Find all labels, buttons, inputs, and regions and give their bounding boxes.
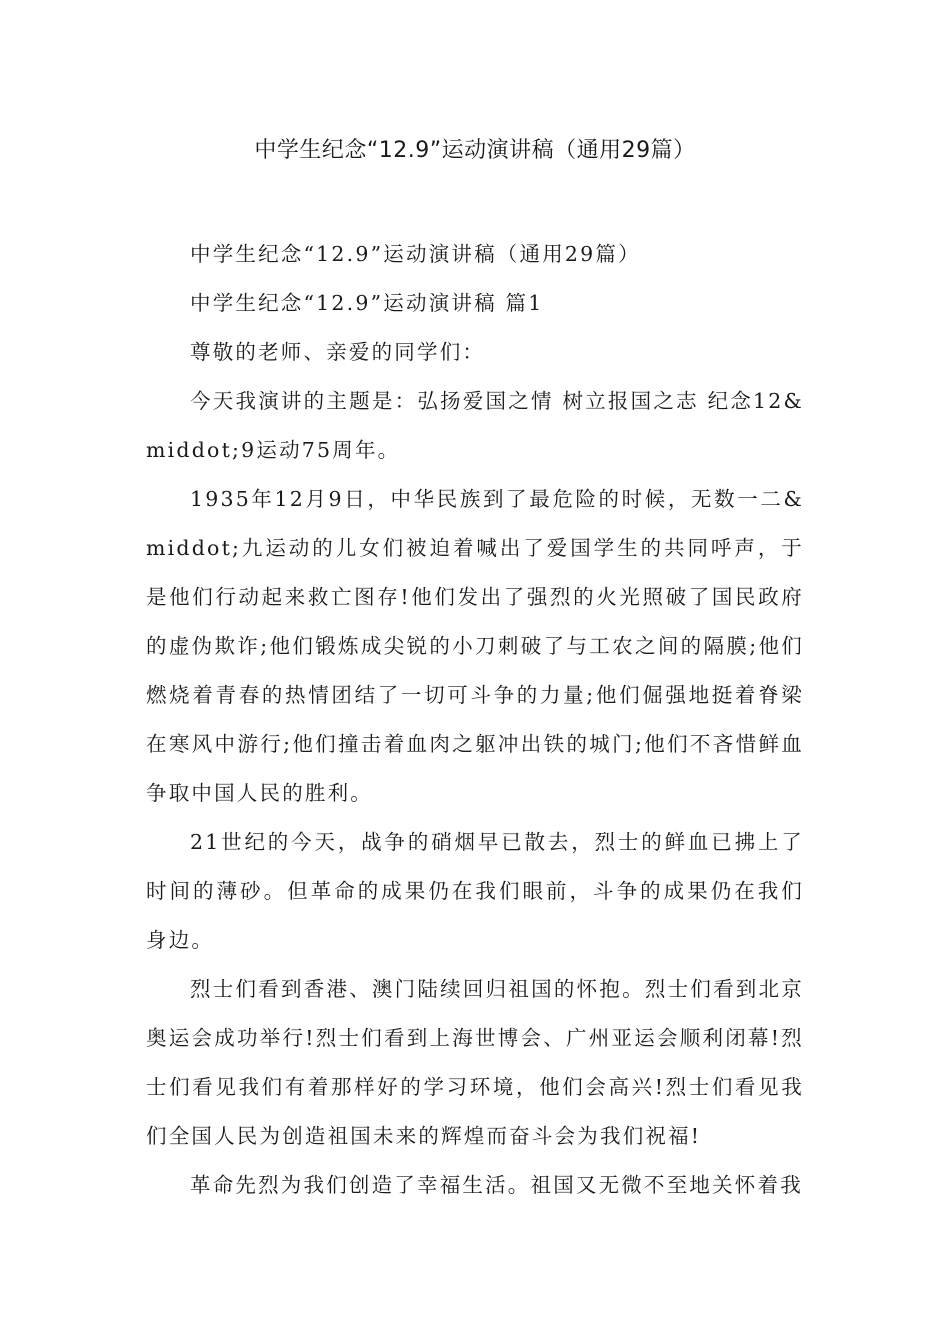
paragraph-gratitude: 革命先烈为我们创造了幸福生活。祖国又无微不至地关怀着我 bbox=[190, 1173, 803, 1197]
paragraph-salutation: 尊敬的老师、亲爱的同学们： bbox=[190, 340, 486, 364]
paragraph-history: 1935年12月9日，中华民族到了最危险的时候，无数一二&middot;九运动的儿女们被迫着喊出了爱国学生的共同呼声，于是他们行动起来救亡图存!他们发出了强烈的火光照破了国民政府的虚伪欺诈;他们锻炼成尖锐的小刀刺破了与工农之间的隔膜;他们燃烧着青春的热情团结了一切可斗争的力量;他们倔强地挺着脊梁在寒风中游行;他们撞击着血肉之躯冲出铁的城门;他们不吝惜鲜血争取中国人民的胜利。 bbox=[146, 487, 804, 805]
paragraph-section-title: 中学生纪念“12.9”运动演讲稿 篇1 bbox=[190, 291, 544, 315]
document-title: 中学生纪念“12.9”运动演讲稿（通用29篇） bbox=[254, 138, 696, 163]
paragraph-martyrs: 烈士们看到香港、澳门陆续回归祖国的怀抱。烈士们看到北京奥运会成功举行!烈士们看到上海世博会、广州亚运会顺利闭幕!烈士们看见我们有着那样好的学习环境，他们会高兴!烈士们看见我们全国人民为创造祖国未来的辉煌而奋斗会为我们祝福! bbox=[146, 977, 804, 1148]
paragraph-theme: 今天我演讲的主题是：弘扬爱国之情 树立报国之志 纪念12&middot;9运动75周年。 bbox=[146, 389, 804, 462]
paragraph-today: 21世纪的今天，战争的硝烟早已散去，烈士的鲜血已拂上了时间的薄砂。但革命的成果仍在我们眼前，斗争的成果仍在我们身边。 bbox=[146, 830, 804, 952]
paragraph-heading: 中学生纪念“12.9”运动演讲稿（通用29篇） bbox=[190, 242, 641, 266]
document-body bbox=[146, 230, 804, 1210]
